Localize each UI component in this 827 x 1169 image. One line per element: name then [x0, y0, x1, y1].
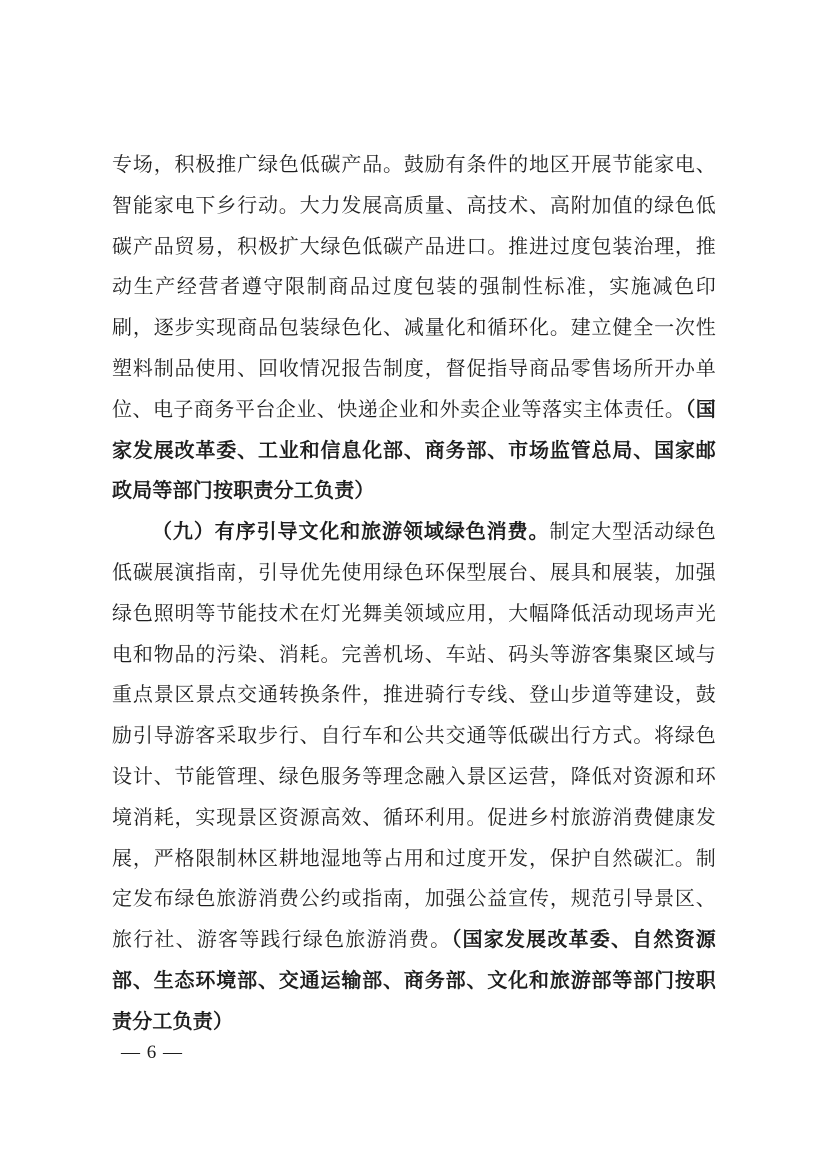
text-line: [112, 471, 716, 512]
text-line: [112, 349, 716, 390]
text-line: [112, 145, 716, 186]
text-line: [112, 879, 716, 920]
text-line: [112, 961, 716, 1002]
text-segment: 旅行社、游客等践行绿色旅游消费。: [112, 929, 452, 952]
text-segment: 境消耗，实现景区资源高效、循环利用。促进乡村旅游消费健康发: [112, 806, 716, 829]
text-line: [112, 431, 716, 472]
text-segment: 刷，逐步实现商品包装绿色化、减量化和循环化。建立健全一次性: [112, 317, 716, 340]
bold-text-segment: （国家发展改革委、自然资源: [451, 929, 716, 952]
page-number: — 6 —: [121, 1042, 183, 1063]
text-segment: 绿色照明等节能技术在灯光舞美领域应用，大幅降低活动现场声光: [112, 602, 716, 625]
body-text: [112, 145, 716, 1043]
text-line: [112, 839, 716, 880]
text-segment: 电和物品的污染、消耗。完善机场、车站、码头等游客集聚区域与: [112, 643, 716, 666]
text-segment: 碳产品贸易，积极扩大绿色低碳产品进口。推进过度包装治理，推: [112, 235, 716, 258]
bold-text-segment: 部、生态环境部、交通运输部、商务部、文化和旅游部等部门按职: [112, 969, 716, 992]
text-line: [112, 553, 716, 594]
text-line: [112, 512, 716, 553]
text-line: [112, 186, 716, 227]
text-line: [112, 798, 716, 839]
bold-text-segment: 责分工负责）: [112, 1010, 234, 1033]
text-segment: 重点景区景点交通转换条件，推进骑行专线、登山步道等建设，鼓: [112, 684, 716, 707]
text-segment: 智能家电下乡行动。大力发展高质量、高技术、高附加值的绿色低: [112, 194, 716, 217]
text-line: [112, 1002, 716, 1043]
text-segment: 展，严格限制林区耕地湿地等占用和过度开发，保护自然碳汇。制: [112, 847, 716, 870]
text-line: [112, 594, 716, 635]
bold-text-segment: （国: [685, 398, 716, 421]
text-line: [112, 390, 716, 431]
text-segment: 励引导游客采取步行、自行车和公共交通等低碳出行方式。将绿色: [112, 725, 716, 748]
text-segment: 专场，积极推广绿色低碳产品。鼓励有条件的地区开展节能家电、: [112, 154, 716, 176]
text-segment: 动生产经营者遵守限制商品过度包装的强制性标准，实施减色印: [112, 276, 716, 299]
bold-text-segment: 家发展改革委、工业和信息化部、商务部、市场监管总局、国家邮: [112, 439, 716, 462]
text-segment: 位、电子商务平台企业、快递企业和外卖企业等落实主体责任。: [112, 398, 686, 421]
text-segment: 塑料制品使用、回收情况报告制度，督促指导商品零售场所开办单: [112, 357, 716, 380]
text-line: [112, 267, 716, 308]
text-line: [112, 757, 716, 798]
text-line: [112, 308, 716, 349]
text-segment: 设计、节能管理、绿色服务等理念融入景区运营，降低对资源和环: [112, 765, 716, 788]
text-line: [112, 675, 716, 716]
text-segment: 制定大型活动绿色: [549, 521, 716, 544]
text-line: [112, 920, 716, 961]
text-line: [112, 635, 716, 676]
text-line: [112, 716, 716, 757]
text-segment: 定发布绿色旅游消费公约或指南，加强公益宣传，规范引导景区、: [112, 888, 716, 911]
text-line: [112, 227, 716, 268]
bold-text-segment: 政局等部门按职责分工负责）: [112, 480, 375, 503]
bold-text-segment: （九）有序引导文化和旅游领域绿色消费。: [152, 521, 550, 544]
text-segment: 低碳展演指南，引导优先使用绿色环保型展台、展具和展装，加强: [112, 561, 716, 584]
